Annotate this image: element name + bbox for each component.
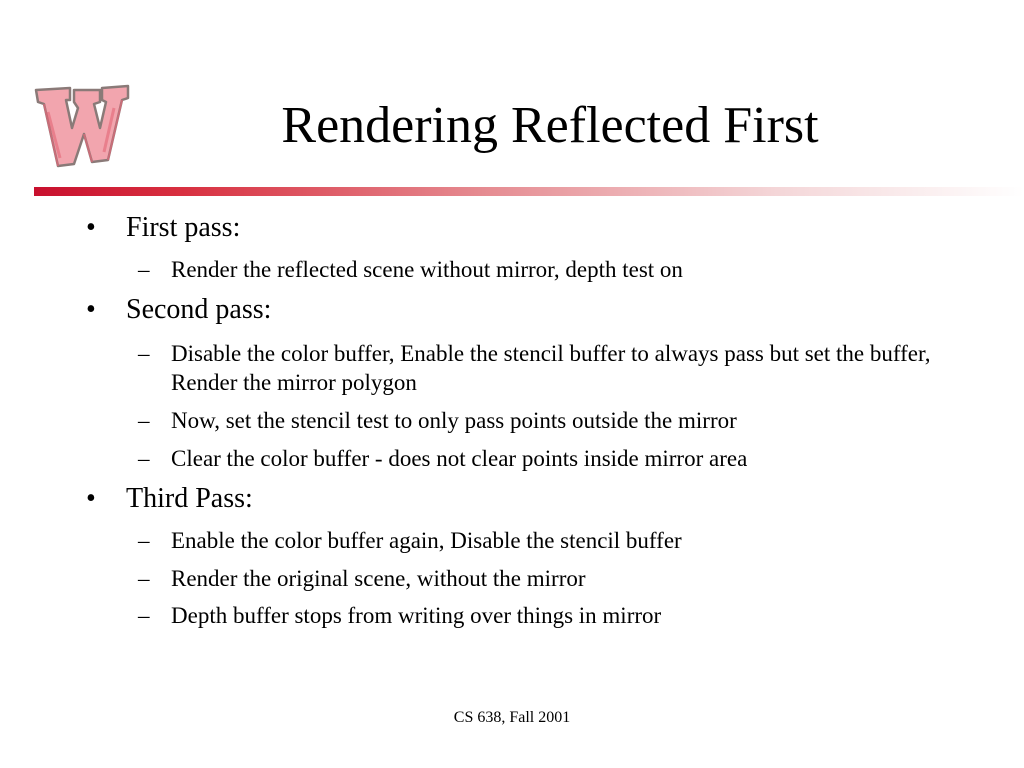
dash-icon: – <box>138 257 150 282</box>
slide-footer: CS 638, Fall 2001 <box>453 709 571 726</box>
sub-bullet-text: Now, set the stencil test to only pass points outside the mirror <box>171 408 737 433</box>
dash-icon: – <box>138 528 150 553</box>
dash-icon: – <box>138 446 150 471</box>
bullet-text: First pass: <box>126 212 241 243</box>
title-divider <box>34 187 1024 196</box>
bullet-icon: • <box>86 212 96 243</box>
wisconsin-w-logo-icon <box>30 78 132 178</box>
slide-title: Rendering Reflected First <box>281 97 819 154</box>
sub-bullet-text: Render the original scene, without the mirror <box>171 566 586 591</box>
sub-bullet-text: Clear the color buffer - does not clear points inside mirror area <box>171 446 748 471</box>
bullet-text: Third Pass: <box>126 483 253 514</box>
sub-bullet-text: Disable the color buffer, Enable the stencil buffer to always pass but set the buffer, Render the mirror polygon <box>171 341 931 395</box>
sub-bullet-text: Depth buffer stops from writing over things in mirror <box>171 603 662 628</box>
dash-icon: – <box>138 341 150 366</box>
sub-bullet-text: Render the reflected scene without mirror, depth test on <box>171 257 683 282</box>
bullet-text: Second pass: <box>126 294 272 325</box>
bullet-icon: • <box>86 294 96 325</box>
dash-icon: – <box>138 603 150 628</box>
dash-icon: – <box>138 408 150 433</box>
bullet-icon: • <box>86 483 96 514</box>
sub-bullet-text: Enable the color buffer again, Disable the stencil buffer <box>171 528 682 553</box>
dash-icon: – <box>138 566 150 591</box>
